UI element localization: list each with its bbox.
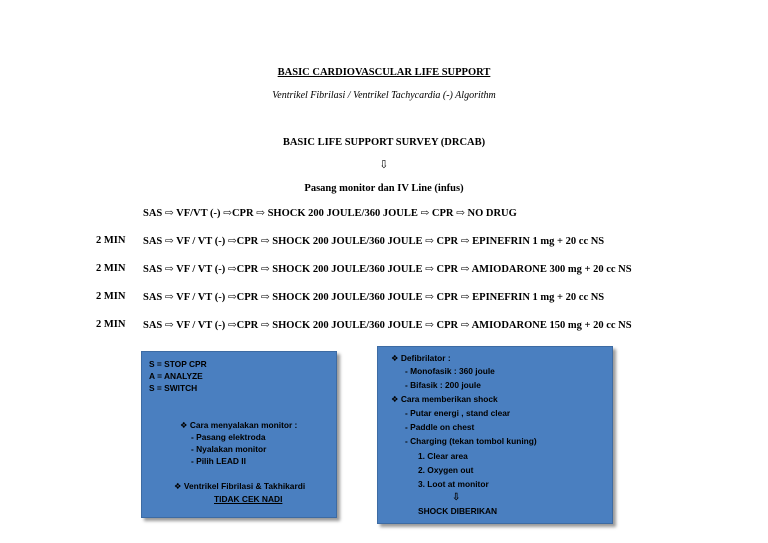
down-arrow-icon: ⇩ <box>379 159 389 171</box>
shock-given-label: SHOCK DIBERIKAN <box>418 506 498 516</box>
charging-step: 1. Clear area <box>418 451 468 461</box>
step-interval: 2 MIN <box>96 235 126 246</box>
step-interval: 2 MIN <box>96 291 126 302</box>
shock-item: - Charging (tekan tombol kuning) <box>405 436 537 446</box>
document-title: BASIC CARDIOVASCULAR LIFE SUPPORT <box>277 67 491 78</box>
monitor-step: - Pilih LEAD II <box>191 456 246 466</box>
defibrillator-item: - Monofasik : 360 joule <box>405 366 495 376</box>
vf-note: ❖ Ventrikel Fibrilasi & Takhikardi <box>174 481 306 491</box>
step-sequence: SAS ⇨ VF / VT (-) ⇨CPR ⇨ SHOCK 200 JOULE/360 JOULE ⇨ CPR ⇨ EPINEFRIN 1 mg + 20 cc NS <box>143 292 605 303</box>
step-sequence: SAS ⇨ VF / VT (-) ⇨CPR ⇨ SHOCK 200 JOULE/360 JOULE ⇨ CPR ⇨ EPINEFRIN 1 mg + 20 cc NS <box>143 236 605 247</box>
shock-heading: ❖ Cara memberikan shock <box>391 394 498 404</box>
monitor-step: - Pasang elektroda <box>191 432 266 442</box>
defibrillator-item: - Bifasik : 200 joule <box>405 380 481 390</box>
sas-stop: S = STOP CPR <box>149 359 207 369</box>
monitor-step: - Nyalakan monitor <box>191 444 267 454</box>
survey-heading: BASIC LIFE SUPPORT SURVEY (DRCAB) <box>282 137 486 148</box>
sas-switch: S = SWITCH <box>149 383 198 393</box>
no-pulse-check-note: TIDAK CEK NADI <box>214 494 283 504</box>
shock-item: - Paddle on chest <box>405 422 475 432</box>
sas-analyze: A = ANALYZE <box>149 371 203 381</box>
step-sequence: SAS ⇨ VF / VT (-) ⇨CPR ⇨ SHOCK 200 JOULE/360 JOULE ⇨ CPR ⇨ AMIODARONE 150 mg + 20 cc NS <box>143 320 632 331</box>
right-info-box <box>377 346 613 524</box>
step-interval: 2 MIN <box>96 319 126 330</box>
charging-step: 2. Oxygen out <box>418 465 474 475</box>
step-sequence: SAS ⇨ VF/VT (-) ⇨CPR ⇨ SHOCK 200 JOULE/360 JOULE ⇨ CPR ⇨ NO DRUG <box>143 208 517 219</box>
down-arrow-icon: ⇩ <box>452 492 461 503</box>
charging-step: 3. Loot at monitor <box>418 479 489 489</box>
left-info-box <box>141 351 337 518</box>
defibrillator-heading: ❖ Defibrilator : <box>391 353 451 363</box>
step-interval: 2 MIN <box>96 263 126 274</box>
monitor-instruction: Pasang monitor dan IV Line (infus) <box>304 183 464 194</box>
shock-item: - Putar energi , stand clear <box>405 408 511 418</box>
document-subtitle: Ventrikel Fibrilasi / Ventrikel Tachycardia (-) Algorithm <box>272 90 496 101</box>
monitor-heading: ❖ Cara menyalakan monitor : <box>180 420 298 430</box>
step-sequence: SAS ⇨ VF / VT (-) ⇨CPR ⇨ SHOCK 200 JOULE/360 JOULE ⇨ CPR ⇨ AMIODARONE 300 mg + 20 cc NS <box>143 264 632 275</box>
